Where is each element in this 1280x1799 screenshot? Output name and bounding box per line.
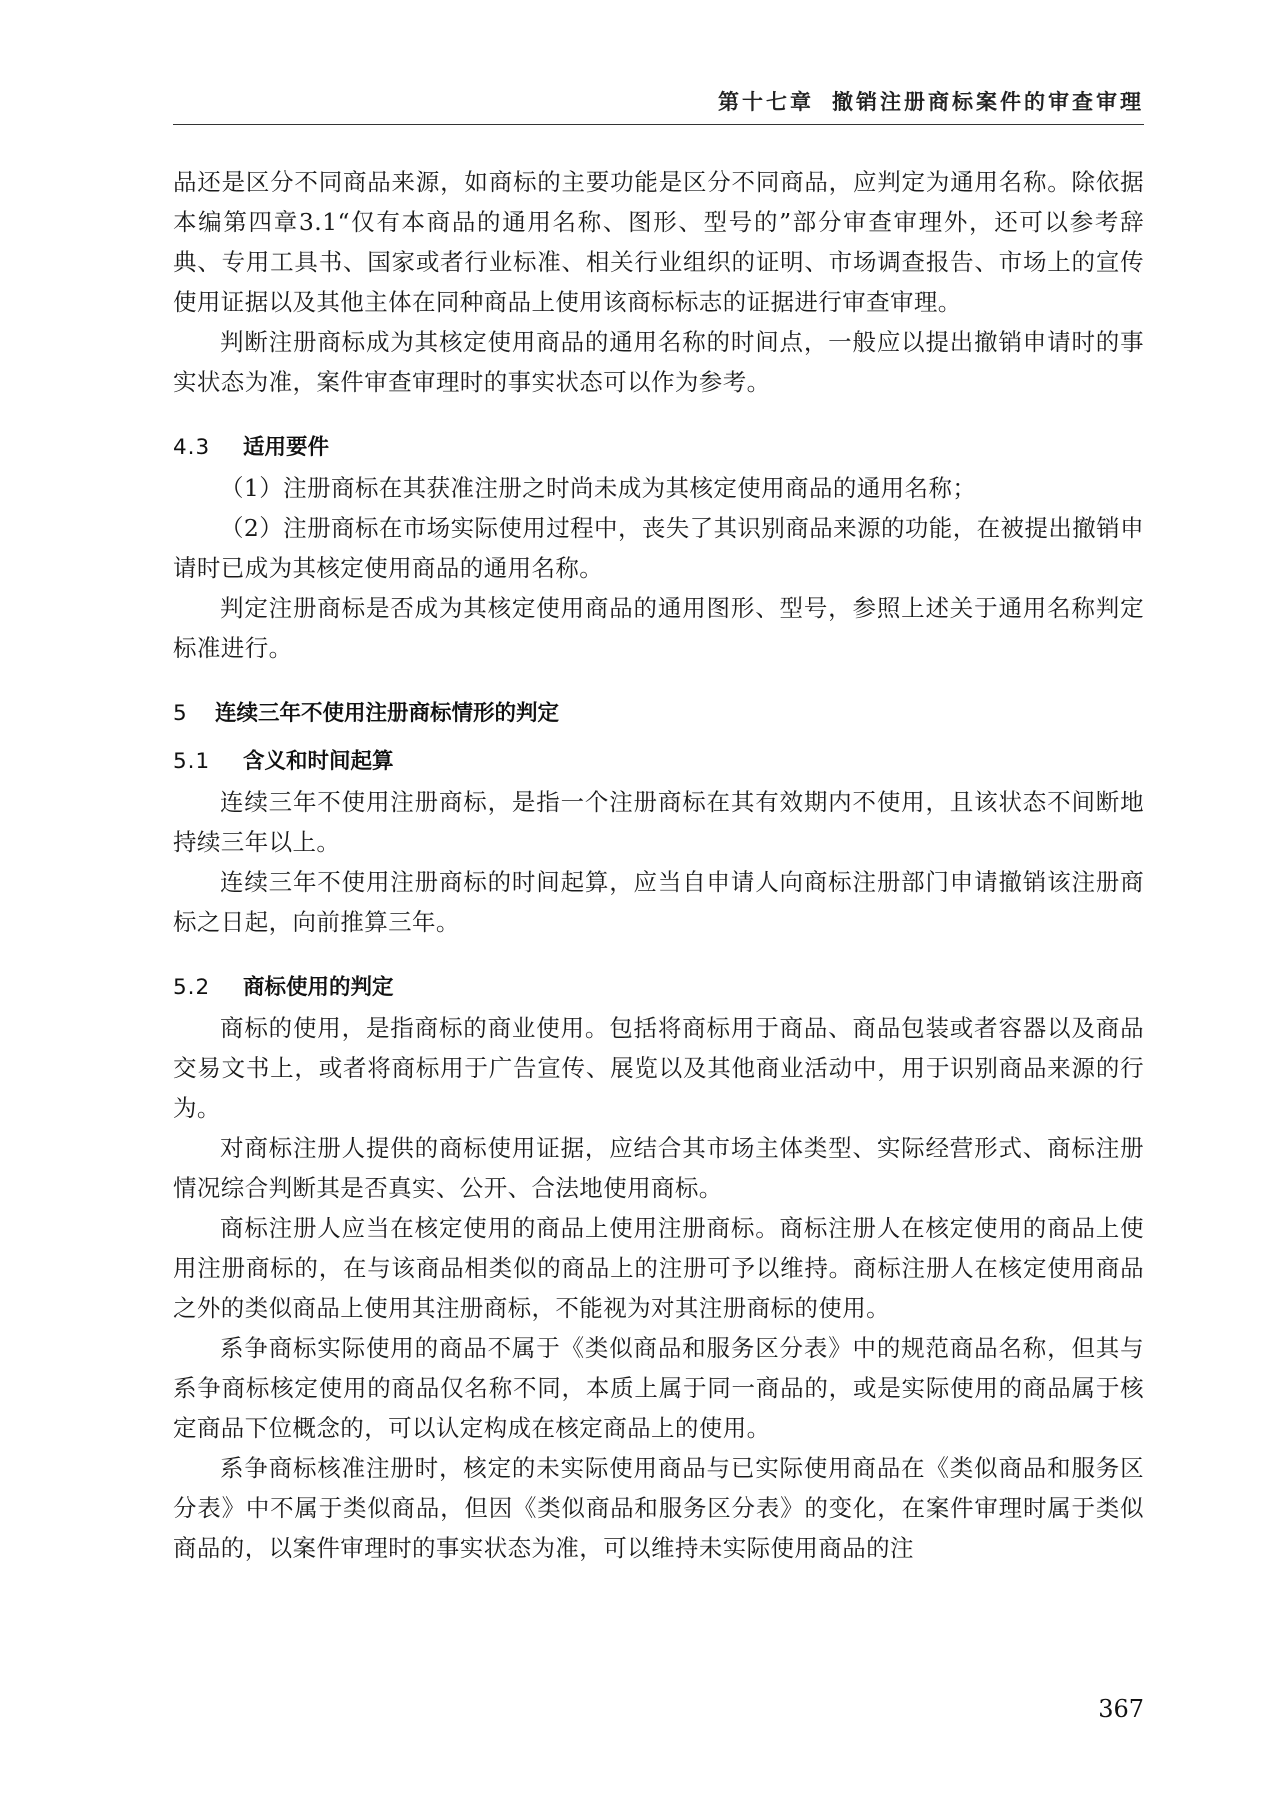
section-number: 5.1 — [173, 749, 211, 774]
page-body — [173, 162, 1144, 1568]
running-header — [173, 82, 1144, 125]
section-number: 5 — [173, 701, 188, 726]
paragraph: 判定注册商标是否成为其核定使用商品的通用图形、型号，参照上述关于通用名称判定标准进行。 — [173, 594, 1144, 662]
section-title: 连续三年不使用注册商标情形的判定 — [215, 701, 560, 726]
paragraph: 商标注册人应当在核定使用的商品上使用注册商标。商标注册人在核定使用的商品上使用注册商标的，在与该商品相类似的商品上的注册可予以维持。商标注册人在核定使用商品之外的类似商品上使用其注册商标，不能视为对其注册商标的使用。 — [173, 1214, 1144, 1322]
chapter-title: 撤销注册商标案件的审查审理 — [832, 90, 1144, 114]
section-number: 4.3 — [173, 435, 211, 460]
paragraph: 商标的使用，是指商标的商业使用。包括将商标用于商品、商品包装或者容器以及商品交易文书上，或者将商标用于广告宣传、展览以及其他商业活动中，用于识别商品来源的行为。 — [173, 1014, 1144, 1122]
paragraph: 对商标注册人提供的商标使用证据，应结合其市场主体类型、实际经营形式、商标注册情况综合判断其是否真实、公开、合法地使用商标。 — [173, 1134, 1144, 1202]
chapter-label: 第十七章 — [718, 90, 814, 114]
paragraph-continued: 品还是区分不同商品来源，如商标的主要功能是区分不同商品，应判定为通用名称。除依据本编第四章3.1“仅有本商品的通用名称、图形、型号的”部分审查审理外，还可以参考辞典、专用工具书、国家或者行业标准、相关行业组织的证明、市场调查报告、市场上的宣传使用证据以及其他主体在同种商品上使用该商标标志的证据进行审查审理。 — [173, 168, 1144, 316]
section-title: 适用要件 — [243, 435, 330, 460]
section-heading-4-3 — [173, 428, 1144, 468]
paragraph: 系争商标核准注册时，核定的未实际使用商品与已实际使用商品在《类似商品和服务区分表》中不属于类似商品，但因《类似商品和服务区分表》的变化，在案件审理时属于类似商品的，以案件审理时的事实状态为准，可以维持未实际使用商品的注 — [173, 1454, 1144, 1562]
section-number: 5.2 — [173, 975, 211, 1000]
paragraph: 连续三年不使用注册商标的时间起算，应当自申请人向商标注册部门申请撤销该注册商标之日起，向前推算三年。 — [173, 868, 1144, 936]
page-number: 367 — [1098, 1695, 1144, 1723]
section-heading-5-1 — [173, 742, 1144, 782]
section-title: 商标使用的判定 — [243, 975, 394, 1000]
paragraph: 判断注册商标成为其核定使用商品的通用名称的时间点，一般应以提出撤销申请时的事实状态为准，案件审查审理时的事实状态可以作为参考。 — [173, 328, 1144, 396]
list-item-1: （1）注册商标在其获准注册之时尚未成为其核定使用商品的通用名称； — [220, 474, 977, 502]
section-heading-5-2 — [173, 968, 1144, 1008]
paragraph: 系争商标实际使用的商品不属于《类似商品和服务区分表》中的规范商品名称，但其与系争商标核定使用的商品仅名称不同，本质上属于同一商品的，或是实际使用的商品属于核定商品下位概念的，可以认定构成在核定商品上的使用。 — [173, 1334, 1144, 1442]
section-heading-5 — [173, 694, 1144, 734]
section-title: 含义和时间起算 — [243, 749, 394, 774]
running-header-text — [718, 86, 1144, 116]
paragraph: 连续三年不使用注册商标，是指一个注册商标在其有效期内不使用，且该状态不间断地持续三年以上。 — [173, 788, 1144, 856]
list-item-2: （2）注册商标在市场实际使用过程中，丧失了其识别商品来源的功能，在被提出撤销申请时已成为其核定使用商品的通用名称。 — [173, 514, 1144, 582]
